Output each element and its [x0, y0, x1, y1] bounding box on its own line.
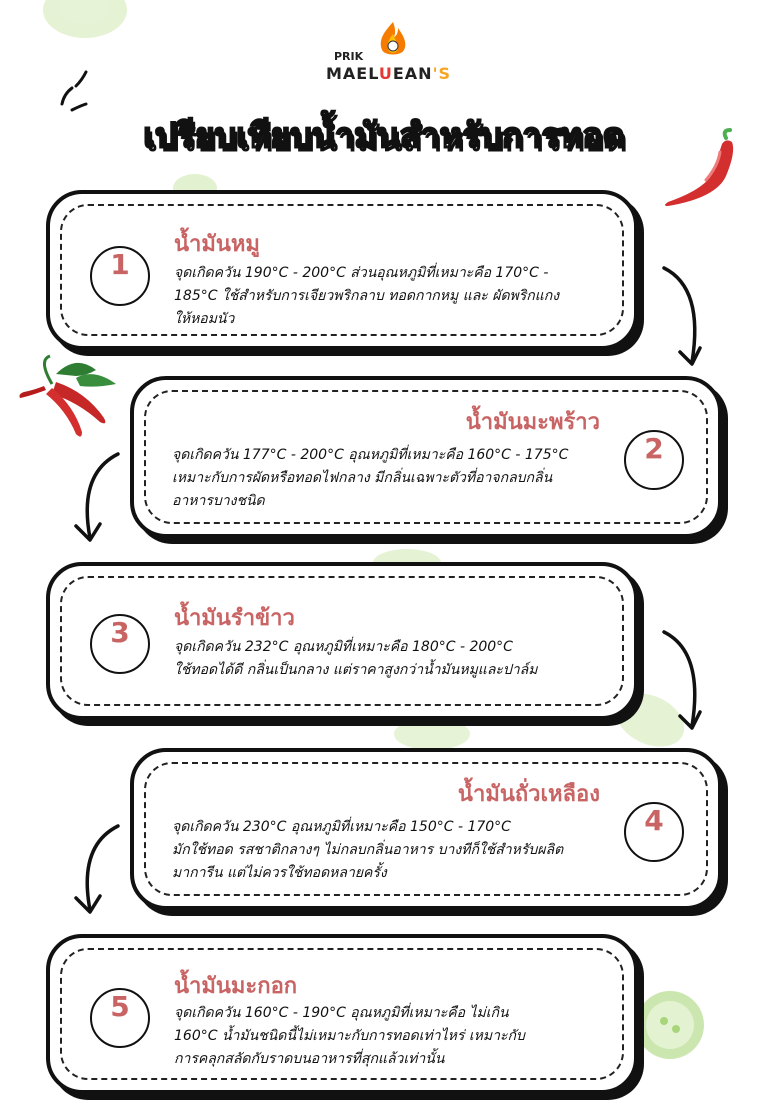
curved-arrow-icon	[660, 626, 710, 736]
oil-heading: น้ำมันถั่วเหลือง	[457, 782, 600, 807]
brand-logo	[322, 20, 462, 86]
green-pepper-slice-icon	[630, 985, 710, 1065]
oil-description: จุดเกิดควัน 232°C อุณหภูมิที่เหมาะคือ 180°C - 200°C ใช้ทอดได้ดี กลิ่นเป็นกลาง แต่ราคาสูงกว่าน้ำมันหมูและปาล์ม	[174, 639, 538, 678]
red-chili-bunch-icon	[16, 354, 126, 438]
step-number: 3	[90, 614, 150, 674]
oil-heading: น้ำมันรำข้าว	[174, 606, 295, 631]
brand-line1: PRIK	[334, 50, 364, 63]
curved-arrow-icon	[660, 262, 710, 372]
oil-card-1	[46, 190, 638, 350]
oil-heading: น้ำมันมะพร้าว	[465, 410, 600, 435]
oil-card-4	[130, 748, 722, 910]
step-number: 1	[90, 246, 150, 306]
oil-card-2	[130, 376, 722, 538]
oil-description: จุดเกิดควัน 230°C อุณหภูมิที่เหมาะคือ 150°C - 170°C มักใช้ทอด รสชาติกลางๆ ไม่กลบกลิ่นอาหาร บางทีก็ใช้สำหรับผลิต มาการีน แต่ไม่ควรใช้ทอดหลายครั้ง	[172, 819, 564, 881]
oil-description: จุดเกิดควัน 177°C - 200°C อุณหภูมิที่เหมาะคือ 160°C - 175°C เหมาะกับการผัดหรือทอดไฟกลาง มีกลิ่นเฉพาะตัวที่อาจกลบกลิ่น อาหารบางชนิด	[172, 447, 569, 509]
oil-heading: น้ำมันหมู	[174, 232, 260, 257]
green-pepper-slice-icon	[40, 0, 130, 40]
step-number: 4	[624, 802, 684, 862]
oil-description: จุดเกิดควัน 190°C - 200°C ส่วนอุณหภูมิที่เหมาะคือ 170°C - 185°C ใช้สำหรับการเจียวพริกลาบ ทอดกากหมู และ ผัดพริกแกง ให้หอมนัว	[174, 265, 560, 327]
oil-description: จุดเกิดควัน 160°C - 190°C อุณหภูมิที่เหมาะคือ ไม่เกิน 160°C น้ำมันชนิดนี้ไม่เหมาะกับการทอดเท่าไหร่ เหมาะกับ การคลุกสลัดกับราดบนอาหารที่สุกแล้วเท่านั้น	[174, 1005, 525, 1067]
oil-card-5	[46, 934, 638, 1094]
red-chili-icon	[660, 128, 740, 212]
step-number: 5	[90, 988, 150, 1048]
step-number: 2	[624, 430, 684, 490]
curved-arrow-icon	[64, 820, 124, 920]
brand-name: MAELUEAN'S	[326, 64, 451, 83]
oil-heading: น้ำมันมะกอก	[174, 974, 298, 999]
curved-arrow-icon	[64, 448, 124, 548]
page-title: เปรียบเทียบน้ำมันสำหรับการทอด	[143, 116, 625, 156]
flame-chef-icon	[376, 20, 410, 58]
oil-card-3	[46, 562, 638, 720]
